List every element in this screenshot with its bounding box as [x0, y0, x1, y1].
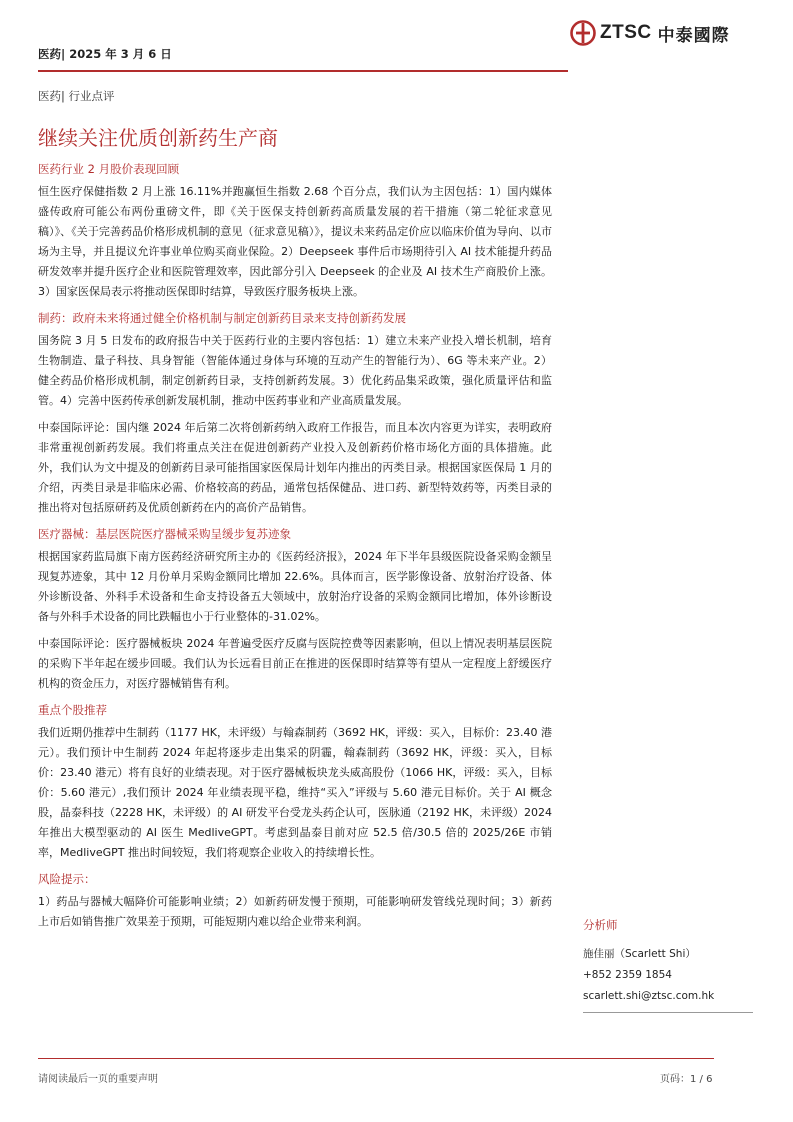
section-heading-stock-picks: 重点个股推荐	[38, 703, 107, 717]
report-title: 继续关注优质创新药生产商	[38, 126, 278, 150]
analyst-label: 分析师	[583, 918, 618, 932]
paragraph-pharma-policy: 国务院 3 月 5 日发布的政府报告中关于医药行业的主要内容包括：1）建立未来产业投入增长机制，培育生物制造、量子科技、具身智能（智能体通过身体与环境的互动产生的智能行为）、6G 等未来产业。2）健全药品价格形成机制，制定创新药目录，支持创新药发展。3）优化药品集采政策，强化质量评估和监管。4）完善中医药传承创新发展机制，推动中医药事业和产业高质量发展。	[38, 334, 552, 407]
section-heading-pharma: 制药：政府未来将通过健全价格机制与制定创新药目录来支持创新药发展	[38, 311, 406, 325]
paragraph-risks: 1）药品与器械大幅降价可能影响业绩；2）如新药研发慢于预期，可能影响研发管线兑现时间；3）新药上市后如销售推广效果差于预期，可能短期内难以给企业带来利润。	[38, 895, 552, 928]
logo-text-cn: 中泰國際	[657, 25, 730, 46]
paragraph-stock-picks: 我们近期仍推荐中生制药（1177 HK，未评级）与翰森制药（3692 HK，评级：买入，目标价：23.40 港元）。我们预计中生制药 2024 年起将逐步走出集采的阴霾，翰森制药（3692 HK，评级：买入，目标价：23.40 港元）将有良好的业绩表现。对于医疗器械板块龙头威高股份（1066 HK，评级：买入，目标价：5.60 港元）,我们预计 2024 年业绩表现平稳，维持“买入”评级与 5.60 港元目标价。关于 AI 概念股，晶泰科技（2228 HK，未评级）的 AI 研发平台受龙头药企认可，医脉通（2192 HK，未评级）2024 年推出大模型驱动的 AI 医生 MedliveGPT。考虑到晶泰目前对应 52.5 倍/30.5 倍的 2025/26E 市销率，MedliveGPT 推出时间较短，我们将观察企业收入的持续增长性。	[38, 726, 552, 859]
report-date: 医药| 2025 年 3 月 6 日	[38, 47, 172, 61]
section-heading-risks: 风险提示：	[38, 872, 96, 886]
footer-divider	[38, 1058, 714, 1059]
paragraph-devices-comment: 中泰国际评论：医疗器械板块 2024 年普遍受医疗反腐与医院控费等因素影响，但以上情况表明基层医院的采购下半年起在缓步回暖。我们认为长远看目前正在推进的医保即时结算等有望从一定程度上舒缓医疗机构的资金压力，对医疗器械销售有利。	[38, 637, 552, 690]
paragraph-pharma-comment: 中泰国际评论：国内继 2024 年后第二次将创新药纳入政府工作报告，而且本次内容更为详实，表明政府非常重视创新药发展。我们将重点关注在促进创新药产业投入及创新药价格市场化方面的具体措施。此外，我们认为文中提及的创新药目录可能指国家医保局计划年内推出的丙类目录。根据国家医保局 1 月的介绍，丙类目录是非临床必需、价格较高的药品，通常包括保健品、进口药、新型特效药等，丙类目录的推出将对包括原研药及优质创新药在内的高价产品销售。	[38, 421, 552, 514]
paragraph-devices-data: 根据国家药监局旗下南方医药经济研究所主办的《医药经济报》，2024 年下半年县级医院设备采购金额呈现复苏迹象，其中 12 月份单月采购金额同比增加 22.6%。具体而言，医学影像设备、放射治疗设备、体外诊断设备、外科手术设备和生命支持设备五大领域中，放射治疗设备的采购金额同比增加，体外诊断设备与外科手术设备的同比跌幅也小于行业整体的-31.02%。	[38, 550, 552, 623]
ztsc-logo-icon	[570, 20, 596, 46]
header-divider	[38, 70, 568, 72]
paragraph-market-review: 恒生医疗保健指数 2 月上涨 16.11%并跑赢恒生指数 2.68 个百分点，我们认为主因包括：1）国内媒体盛传政府可能公布两份重磅文件，即《关于医保支持创新药高质量发展的若干措施（第二轮征求意见稿）》、《关于完善药品价格形成机制的意见（征求意见稿）》，提议未来药品定价应以临床价值为导向、以市场为主导，并且提议允许事业单位购买商业保险。2）Deepseek 事件后市场期待引入 AI 技术能提升药品研发效率并提升医疗企业和医院管理效率，因此部分引入 Deepseek 的企业及 AI 技术生产商股价上涨。3）国家医保局表示将推动医保即时结算，导致医疗服务板块上涨。	[38, 185, 552, 298]
logo-text-en: ZTSC	[600, 22, 652, 43]
section-heading-devices: 医疗器械：基层医院医疗器械采购呈缓步复苏迹象	[38, 527, 291, 541]
section-heading-market-review: 医药行业 2 月股价表现回顾	[38, 162, 180, 176]
report-body	[38, 160, 552, 939]
company-logo	[570, 20, 730, 46]
analyst-email[interactable]: scarlett.shi@ztsc.com.hk	[583, 990, 715, 1002]
page-number: 页码：1 / 6	[660, 1074, 713, 1085]
analyst-divider	[583, 1012, 753, 1013]
report-category: 医药| 行业点评	[38, 89, 115, 103]
footer-disclaimer: 请阅读最后一页的重要声明	[38, 1074, 158, 1085]
analyst-name: 施佳丽（Scarlett Shi）	[583, 948, 696, 960]
analyst-phone: +852 2359 1854	[583, 969, 672, 981]
analyst-box	[583, 917, 763, 1013]
